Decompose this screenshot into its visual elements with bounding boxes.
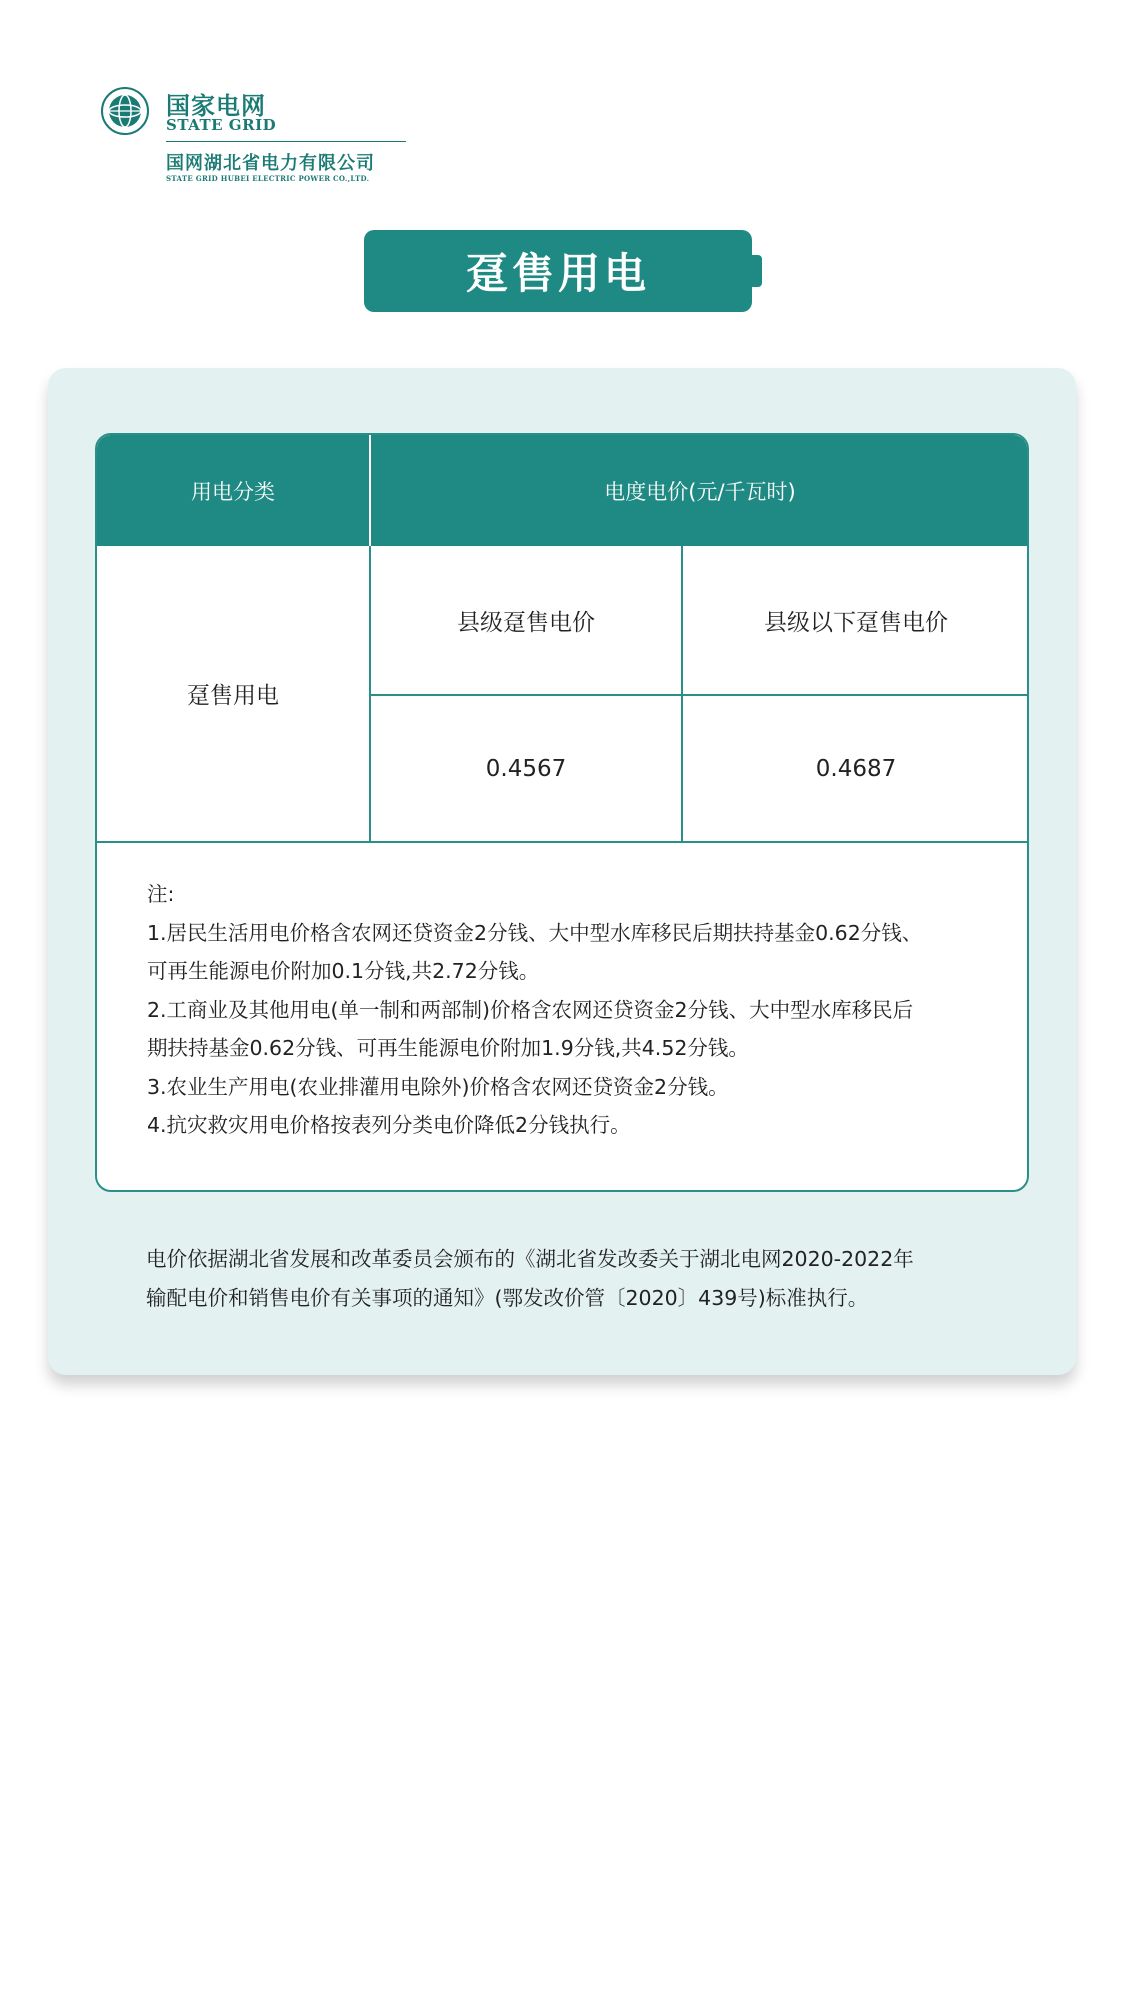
price-table [95,433,1029,1192]
note-line: 1.居民生活用电价格含农网还贷资金2分钱、大中型水库移民后期扶持基金0.62分钱、 [147,920,923,945]
battery-nub-decoration [752,255,762,287]
note-line: 4.抗灾救灾用电价格按表列分类电价降低2分钱执行。 [147,1113,631,1137]
notes-title: 注: [147,882,175,906]
column-below-county: 县级以下趸售电价 [764,609,948,636]
note-line: 2.工商业及其他用电(单一制和两部制)价格含农网还贷资金2分钱、大中型水库移民后 [147,997,914,1022]
state-grid-emblem-icon [100,86,150,136]
page-title: 趸售用电 [465,249,650,298]
column-county: 县级趸售电价 [457,609,595,636]
table-notes [147,875,987,1145]
header-category: 用电分类 [191,479,275,504]
basis-line: 电价依据湖北省发展和改革委员会颁布的《湖北省发改委关于湖北电网2020-2022年 [146,1247,914,1271]
logo-company-en: STATE GRID HUBEI ELECTRIC POWER CO.,LTD. [166,174,370,183]
header-price: 电度电价(元/千瓦时) [604,479,796,504]
table-bottom-divider [97,841,1029,843]
note-line: 期扶持基金0.62分钱、可再生能源电价附加1.9分钱,共4.52分钱。 [147,1036,749,1060]
row-label: 趸售用电 [187,683,279,709]
state-grid-logo [100,86,420,186]
value-county: 0.4567 [485,755,567,782]
note-line: 可再生能源电价附加0.1分钱,共2.72分钱。 [147,959,540,983]
table-header [97,435,1027,546]
logo-en-name: STATE GRID [166,116,277,134]
value-below-county: 0.4687 [815,755,897,782]
basis-line: 输配电价和销售电价有关事项的通知》(鄂发改价管〔2020〕439号)标准执行。 [146,1285,869,1310]
logo-cn-name: 国家电网 [166,92,266,120]
logo-company-cn: 国网湖北省电力有限公司 [166,153,375,174]
note-line: 3.农业生产用电(农业排灌用电除外)价格含农网还贷资金2分钱。 [147,1074,729,1099]
header-divider [369,435,371,546]
title-banner [364,230,752,312]
logo-divider [166,141,406,142]
pricing-basis-text [146,1240,1016,1317]
